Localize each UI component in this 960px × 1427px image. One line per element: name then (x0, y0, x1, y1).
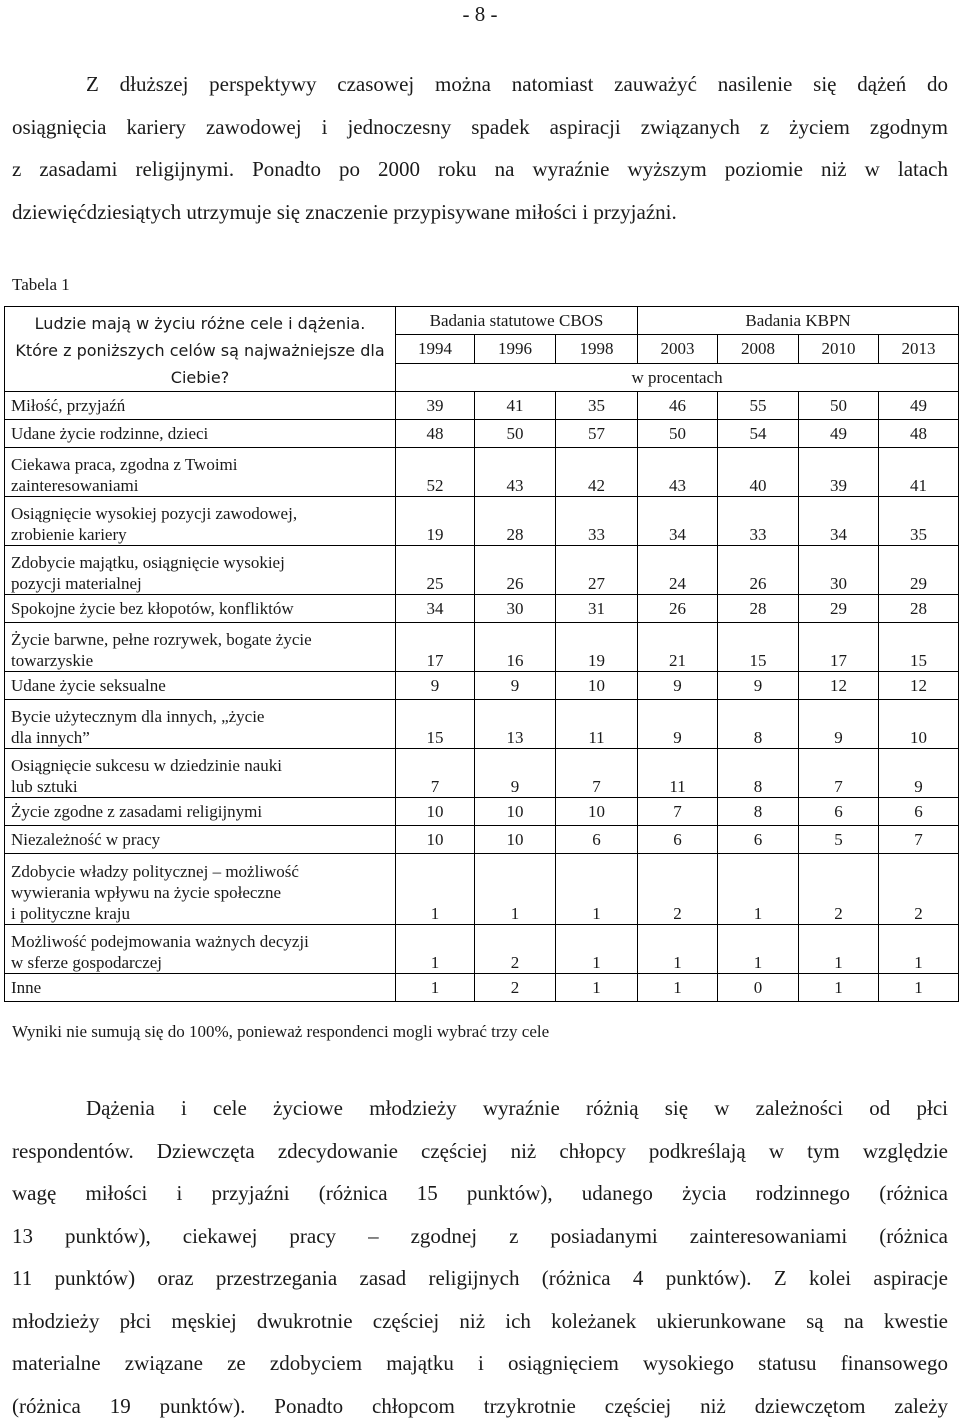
value-cell: 39 (396, 392, 475, 420)
value-cell: 26 (718, 546, 799, 595)
row-label-line: Ciekawa praca, zgodna z Twoimi (11, 455, 238, 474)
value-cell: 1 (396, 974, 475, 1002)
value-cell: 6 (556, 826, 638, 854)
row-label (5, 974, 396, 1002)
value-cell: 1 (556, 925, 638, 974)
value-cell: 25 (396, 546, 475, 595)
outro-line: materialne związane ze zdobyciem majątku i osiągnięciem wysokiego statusu finansowego (12, 1342, 948, 1385)
header-year: 2008 (718, 335, 799, 363)
row-label-line: zainteresowaniami (11, 476, 138, 495)
row-label-line: Zdobycie władzy politycznej – możliwość (11, 862, 299, 881)
row-label (5, 854, 396, 925)
row-label-line: Bycie użytecznym dla innych, „życie (11, 707, 264, 726)
value-cell: 8 (718, 700, 799, 749)
row-label-line: Osiągnięcie wysokiej pozycji zawodowej, (11, 504, 297, 523)
value-cell: 16 (475, 623, 556, 672)
row-label-line: Udane życie rodzinne, dzieci (11, 424, 208, 443)
row-label (5, 623, 396, 672)
value-cell: 2 (638, 854, 718, 925)
table-row (5, 497, 959, 546)
row-label (5, 672, 396, 700)
value-cell: 2 (879, 854, 959, 925)
table-row (5, 826, 959, 854)
value-cell: 30 (799, 546, 879, 595)
value-cell: 42 (556, 448, 638, 497)
value-cell: 57 (556, 420, 638, 448)
intro-line: z zasadami religijnymi. Ponadto po 2000 roku na wyraźnie wyższym poziomie niż w latach (12, 148, 948, 191)
value-cell: 1 (475, 854, 556, 925)
row-label-line: w sferze gospodarczej (11, 953, 162, 972)
value-cell: 28 (879, 595, 959, 623)
intro-line: dziewięćdziesiątych utrzymuje się znaczenie przypisywane miłości i przyjaźni. (12, 191, 948, 234)
table-footnote: Wyniki nie sumują się do 100%, ponieważ respondenci mogli wybrać trzy cele (12, 1022, 549, 1042)
row-label (5, 497, 396, 546)
row-label-line: Osiągnięcie sukcesu w dziedzinie nauki (11, 756, 282, 775)
value-cell: 7 (799, 749, 879, 798)
page-number: - 8 - (0, 2, 960, 27)
value-cell: 2 (799, 854, 879, 925)
intro-line: Z dłuższej perspektywy czasowej można natomiast zauważyć nasilenie się dążeń do (12, 63, 948, 106)
header-unit: w procentach (396, 363, 959, 391)
value-cell: 10 (475, 798, 556, 826)
outro-line: młodzieży płci męskiej dwukrotnie częściej niż ich koleżanek ukierunkowane są na kwestie (12, 1300, 948, 1343)
value-cell: 31 (556, 595, 638, 623)
value-cell: 9 (718, 672, 799, 700)
row-label (5, 749, 396, 798)
value-cell: 10 (475, 826, 556, 854)
value-cell: 46 (638, 392, 718, 420)
value-cell: 50 (799, 392, 879, 420)
intro-paragraph (12, 63, 948, 233)
value-cell: 7 (396, 749, 475, 798)
value-cell: 33 (556, 497, 638, 546)
row-label (5, 595, 396, 623)
value-cell: 17 (396, 623, 475, 672)
outro-line: wagę miłości i przyjaźni (różnica 15 punktów), udanego życia rodzinnego (różnica (12, 1172, 948, 1215)
table-caption: Tabela 1 (12, 275, 70, 295)
row-label (5, 925, 396, 974)
row-label-line: Inne (11, 978, 41, 997)
value-cell: 5 (799, 826, 879, 854)
header-year: 1996 (475, 335, 556, 363)
value-cell: 6 (799, 798, 879, 826)
header-year: 2010 (799, 335, 879, 363)
value-cell: 15 (396, 700, 475, 749)
header-year: 1994 (396, 335, 475, 363)
table-row (5, 974, 959, 1002)
value-cell: 1 (718, 854, 799, 925)
header-year: 1998 (556, 335, 638, 363)
value-cell: 50 (638, 420, 718, 448)
value-cell: 55 (718, 392, 799, 420)
row-label-line: Możliwość podejmowania ważnych decyzji (11, 932, 309, 951)
value-cell: 1 (638, 925, 718, 974)
value-cell: 1 (799, 925, 879, 974)
value-cell: 48 (396, 420, 475, 448)
value-cell: 50 (475, 420, 556, 448)
value-cell: 26 (475, 546, 556, 595)
value-cell: 28 (475, 497, 556, 546)
value-cell: 10 (556, 672, 638, 700)
value-cell: 35 (879, 497, 959, 546)
value-cell: 43 (638, 448, 718, 497)
row-label (5, 448, 396, 497)
value-cell: 1 (879, 925, 959, 974)
value-cell: 41 (475, 392, 556, 420)
row-label-line: Życie barwne, pełne rozrywek, bogate życie (11, 630, 312, 649)
value-cell: 19 (556, 623, 638, 672)
value-cell: 8 (718, 798, 799, 826)
value-cell: 9 (396, 672, 475, 700)
value-cell: 7 (638, 798, 718, 826)
value-cell: 1 (556, 974, 638, 1002)
outro-line: Dążenia i cele życiowe młodzieży wyraźnie różnią się w zależności od płci (12, 1087, 948, 1130)
value-cell: 11 (556, 700, 638, 749)
goals-table (4, 306, 959, 1002)
value-cell: 1 (396, 925, 475, 974)
value-cell: 43 (475, 448, 556, 497)
table-row (5, 700, 959, 749)
row-label-line: dla innych” (11, 728, 90, 747)
table-row (5, 623, 959, 672)
outro-line: (różnica 19 punktów). Ponadto chłopcom trzykrotnie częściej niż dziewczętom zależy (12, 1385, 948, 1427)
row-label (5, 798, 396, 826)
value-cell: 12 (799, 672, 879, 700)
value-cell: 34 (799, 497, 879, 546)
table-row (5, 420, 959, 448)
value-cell: 2 (475, 974, 556, 1002)
table-row (5, 448, 959, 497)
value-cell: 34 (638, 497, 718, 546)
table-row (5, 392, 959, 420)
header-group-kbpn: Badania KBPN (638, 307, 959, 335)
row-label (5, 700, 396, 749)
table-row (5, 925, 959, 974)
row-label-line: Zdobycie majątku, osiągnięcie wysokiej (11, 553, 285, 572)
row-label (5, 826, 396, 854)
header-year: 2003 (638, 335, 718, 363)
table-question: Ludzie mają w życiu różne cele i dążenia. Które z poniższych celów są najważniejsze dla Ciebie? (5, 307, 396, 392)
row-label-line: Niezależność w pracy (11, 830, 160, 849)
row-label (5, 420, 396, 448)
value-cell: 9 (475, 749, 556, 798)
value-cell: 2 (475, 925, 556, 974)
row-label-line: Życie zgodne z zasadami religijnymi (11, 802, 262, 821)
table-row (5, 672, 959, 700)
value-cell: 7 (556, 749, 638, 798)
value-cell: 33 (718, 497, 799, 546)
row-label-line: lub sztuki (11, 777, 78, 796)
value-cell: 26 (638, 595, 718, 623)
outro-line: respondentów. Dziewczęta zdecydowanie częściej niż chłopcy podkreślają w tym względzie (12, 1130, 948, 1173)
row-label-line: i polityczne kraju (11, 904, 130, 923)
value-cell: 35 (556, 392, 638, 420)
value-cell: 6 (638, 826, 718, 854)
value-cell: 6 (879, 798, 959, 826)
value-cell: 52 (396, 448, 475, 497)
row-label-line: wywierania wpływu na życie społeczne (11, 883, 281, 902)
value-cell: 11 (638, 749, 718, 798)
value-cell: 1 (879, 974, 959, 1002)
row-label-line: Miłość, przyjaźń (11, 396, 125, 415)
value-cell: 12 (879, 672, 959, 700)
value-cell: 9 (638, 672, 718, 700)
value-cell: 17 (799, 623, 879, 672)
row-label-line: Spokojne życie bez kłopotów, konfliktów (11, 599, 294, 618)
value-cell: 13 (475, 700, 556, 749)
value-cell: 9 (879, 749, 959, 798)
value-cell: 15 (879, 623, 959, 672)
value-cell: 54 (718, 420, 799, 448)
value-cell: 49 (799, 420, 879, 448)
value-cell: 29 (799, 595, 879, 623)
value-cell: 49 (879, 392, 959, 420)
row-label (5, 392, 396, 420)
value-cell: 15 (718, 623, 799, 672)
value-cell: 10 (396, 826, 475, 854)
value-cell: 19 (396, 497, 475, 546)
value-cell: 1 (638, 974, 718, 1002)
value-cell: 28 (718, 595, 799, 623)
value-cell: 34 (396, 595, 475, 623)
value-cell: 39 (799, 448, 879, 497)
value-cell: 10 (396, 798, 475, 826)
table-row (5, 798, 959, 826)
outro-paragraph (12, 1087, 948, 1427)
value-cell: 29 (879, 546, 959, 595)
row-label (5, 546, 396, 595)
header-group-cbos: Badania statutowe CBOS (396, 307, 638, 335)
value-cell: 30 (475, 595, 556, 623)
value-cell: 40 (718, 448, 799, 497)
value-cell: 9 (638, 700, 718, 749)
value-cell: 1 (718, 925, 799, 974)
outro-line: 11 punktów) oraz przestrzegania zasad religijnych (różnica 4 punktów). Z kolei aspiracje (12, 1257, 948, 1300)
value-cell: 27 (556, 546, 638, 595)
header-year: 2013 (879, 335, 959, 363)
row-label-line: Udane życie seksualne (11, 676, 166, 695)
value-cell: 10 (556, 798, 638, 826)
value-cell: 6 (718, 826, 799, 854)
row-label-line: towarzyskie (11, 651, 93, 670)
value-cell: 9 (475, 672, 556, 700)
value-cell: 7 (879, 826, 959, 854)
value-cell: 41 (879, 448, 959, 497)
intro-line: osiągnięcia kariery zawodowej i jednoczesny spadek aspiracji związanych z życiem zgodnym (12, 106, 948, 149)
row-label-line: pozycji materialnej (11, 574, 142, 593)
table-row (5, 546, 959, 595)
outro-line: 13 punktów), ciekawej pracy – zgodnej z posiadanymi zainteresowaniami (różnica (12, 1215, 948, 1258)
value-cell: 9 (799, 700, 879, 749)
table-row (5, 749, 959, 798)
value-cell: 1 (396, 854, 475, 925)
value-cell: 48 (879, 420, 959, 448)
value-cell: 10 (879, 700, 959, 749)
table-row (5, 595, 959, 623)
table-row (5, 854, 959, 925)
value-cell: 8 (718, 749, 799, 798)
value-cell: 21 (638, 623, 718, 672)
value-cell: 1 (556, 854, 638, 925)
row-label-line: zrobienie kariery (11, 525, 127, 544)
value-cell: 1 (799, 974, 879, 1002)
value-cell: 24 (638, 546, 718, 595)
value-cell: 0 (718, 974, 799, 1002)
